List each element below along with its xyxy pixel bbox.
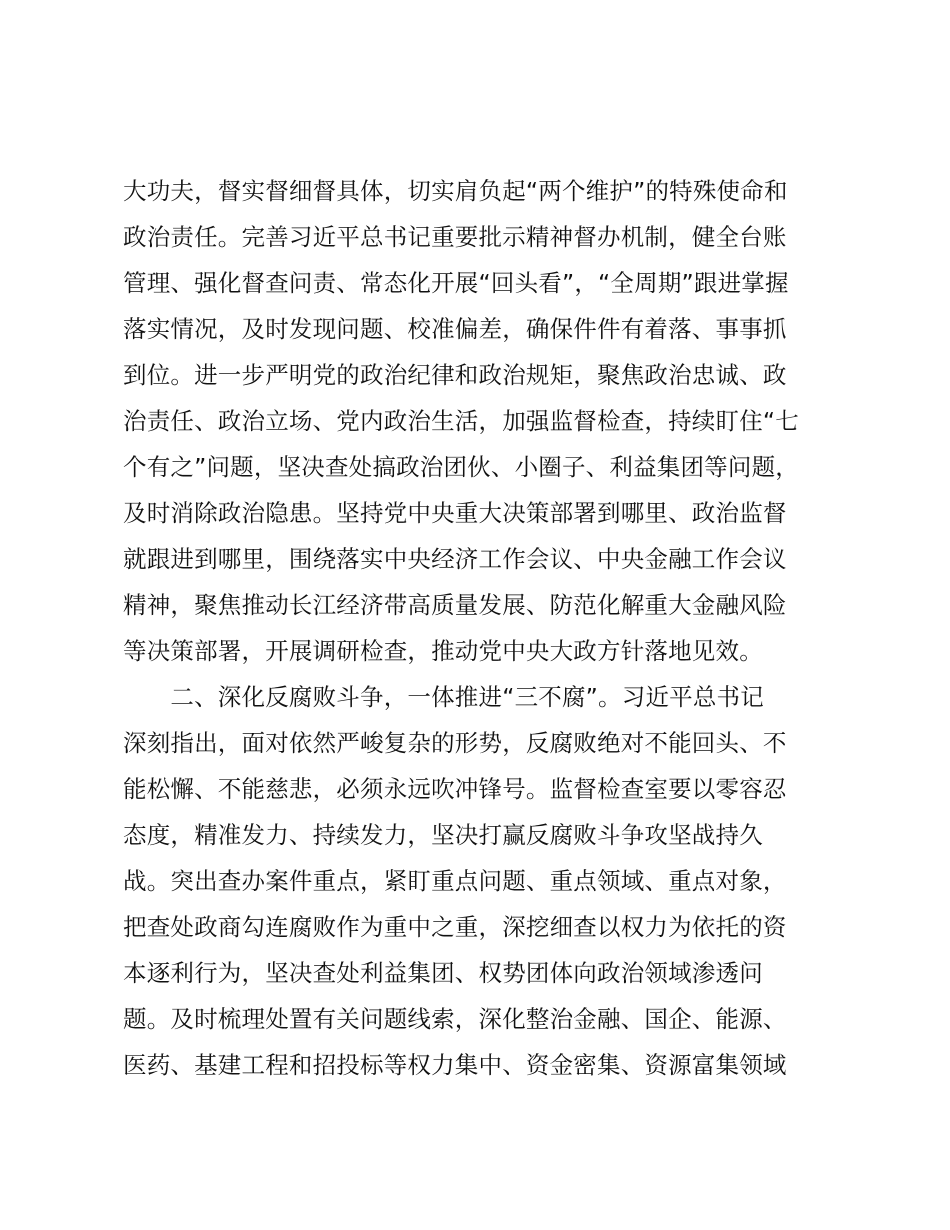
text-line: 个有之”问题，坚决查处搞政治团伙、小圈子、利益集团等问题， (123, 453, 799, 481)
text-line: 精神，聚焦推动长江经济带高质量发展、防范化解重大金融风险 (123, 591, 787, 619)
text-line: 能松懈、不能慈悲，必须永远吹冲锋号。监督检查室要以零容忍 (123, 775, 787, 803)
text-line: 治责任、政治立场、党内政治生活，加强监督检查，持续盯住“七 (123, 407, 799, 435)
text-line: 医药、基建工程和招投标等权力集中、资金密集、资源富集领域 (123, 1051, 787, 1079)
text-line: 落实情况，及时发现问题、校准偏差，确保件件有着落、事事抓 (123, 315, 787, 343)
text-line: 等决策部署，开展调研检查，推动党中央大政方针落地见效。 (123, 637, 763, 665)
text-line: 政治责任。完善习近平总书记重要批示精神督办机制，健全台账 (123, 223, 787, 251)
text-line: 就跟进到哪里，围绕落实中央经济工作会议、中央金融工作会议 (123, 545, 787, 573)
text-line: 管理、强化督查问责、常态化开展“回头看”，“全周期”跟进掌握 (123, 269, 789, 297)
text-line: 题。及时梳理处置有关问题线索，深化整治金融、国企、能源、 (123, 1005, 787, 1033)
text-line: 战。突出查办案件重点，紧盯重点问题、重点领域、重点对象， (123, 867, 787, 895)
text-line: 大功夫，督实督细督具体，切实肩负起“两个维护”的特殊使命和 (123, 177, 788, 205)
text-line: 及时消除政治隐患。坚持党中央重大决策部署到哪里、政治监督 (123, 499, 787, 527)
text-line: 本逐利行为，坚决查处利益集团、权势团体向政治领域渗透问 (123, 959, 763, 987)
text-line: 到位。进一步严明党的政治纪律和政治规矩，聚焦政治忠诚、政 (123, 361, 787, 389)
text-line: 把查处政商勾连腐败作为重中之重，深挖细查以权力为依托的资 (123, 913, 787, 941)
text-line: 深刻指出，面对依然严峻复杂的形势，反腐败绝对不能回头、不 (123, 729, 787, 757)
text-line: 态度，精准发力、持续发力，坚决打赢反腐败斗争攻坚战持久 (123, 821, 763, 849)
body-text (123, 168, 843, 1088)
section-heading-line: 二、深化反腐败斗争，一体推进“三不腐”。习近平总书记 (123, 683, 764, 711)
